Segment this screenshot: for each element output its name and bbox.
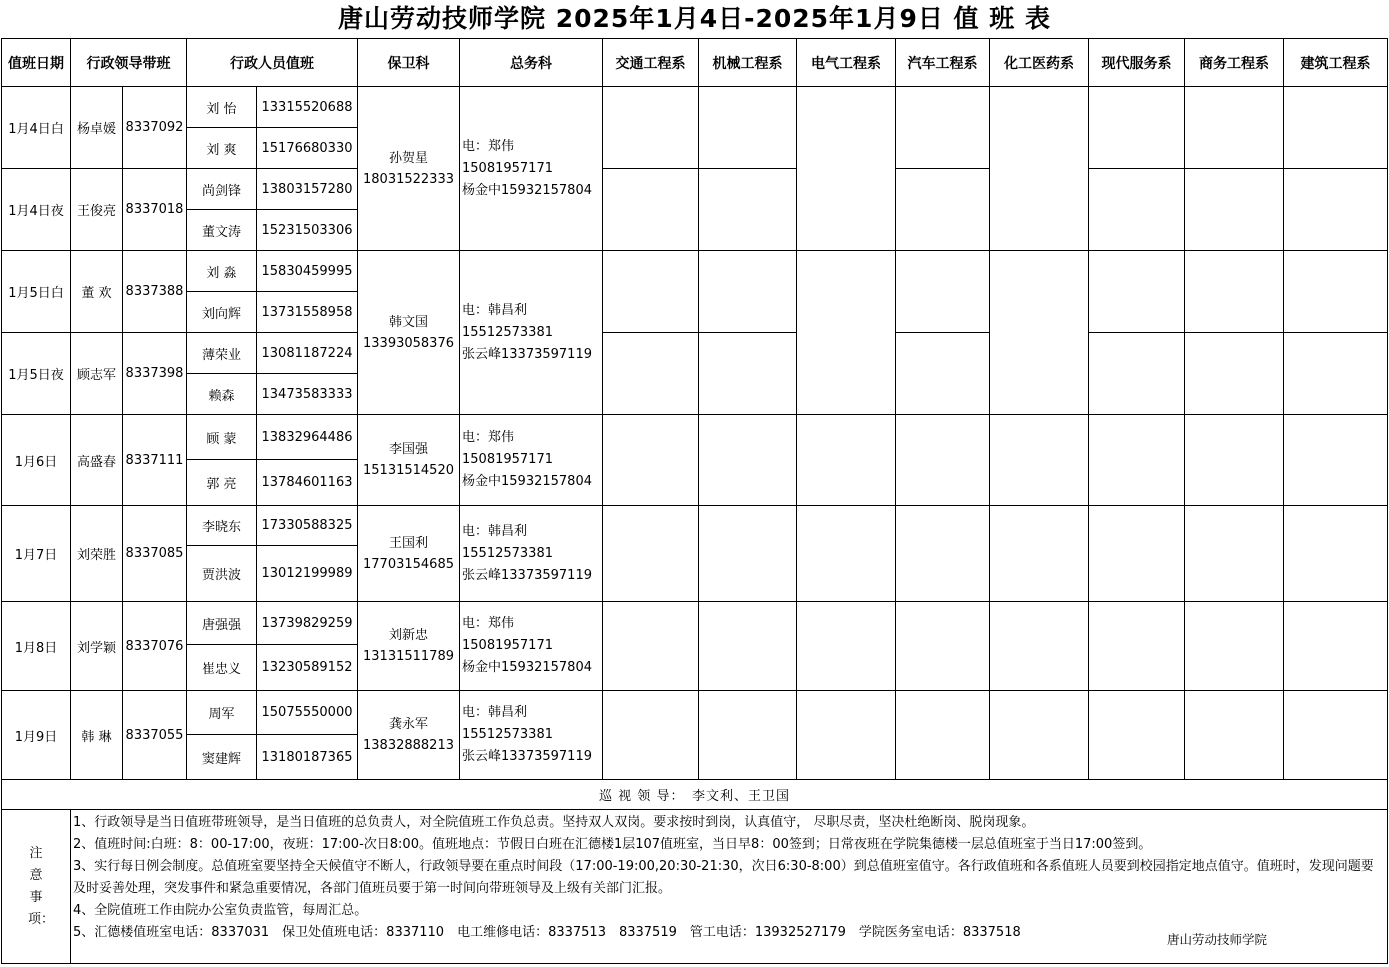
staff-tel: 15830459995 — [257, 251, 358, 292]
dept-cell — [1089, 87, 1185, 169]
general-line: 杨金中15932157804 — [462, 660, 592, 675]
security-name: 龚永军 — [388, 717, 428, 732]
dept-cell — [990, 415, 1089, 506]
header-dept: 机械工程系 — [699, 39, 797, 87]
dept-cell — [699, 691, 797, 780]
notes-label-text: 注意事项： — [28, 845, 55, 927]
dept-cell — [1284, 333, 1388, 415]
staff-name: 薄荣业 — [187, 333, 257, 374]
staff-name: 刘 怡 — [187, 87, 257, 128]
security-tel: 15131514520 — [363, 463, 454, 478]
note-item: 1、行政领导是当日值班带班领导，是当日值班的总负责人，对全院值班工作负总责。坚持双人双岗。要求按时到岗，认真值守， 尽职尽责，坚决杜绝断岗、脱岗现象。 — [73, 815, 1035, 830]
page-title: 唐山劳动技师学院 2025年1月4日-2025年1月9日 值 班 表 — [338, 4, 1051, 33]
leader-name: 董 欢 — [71, 251, 123, 333]
dept-cell — [1185, 169, 1284, 251]
staff-name: 赖森 — [187, 374, 257, 415]
note-item: 3、实行每日例会制度。总值班室要坚持全天候值守不断人，行政领导要在重点时间段（17:00-19:00,20:30-21:30，次日6:30-8:00）到总值班室值守。各行政值班和各系值班人员要到校园指定地点值守。值班时，发现问题要及时妥善处理，突发事件和紧急重要情况，各部门值班员要于第一时间向带班领导及上级有关部门汇报。 — [73, 859, 1374, 896]
shift-date: 1月7日 — [2, 506, 71, 602]
header-dept: 商务工程系 — [1185, 39, 1284, 87]
general-cell — [460, 506, 603, 602]
table-row — [2, 691, 1388, 735]
staff-name: 刘 爽 — [187, 128, 257, 169]
staff-name: 周军 — [187, 691, 257, 735]
leader-name: 刘荣胜 — [71, 506, 123, 602]
general-line: 张云峰13373597119 — [462, 749, 592, 764]
staff-tel: 13180187365 — [257, 735, 358, 780]
dept-cell — [1089, 169, 1185, 251]
duty-schedule-table — [1, 38, 1388, 964]
notes-content — [71, 810, 1388, 964]
dept-cell — [1284, 506, 1388, 602]
general-line: 电：韩昌利 — [462, 705, 528, 720]
shift-date: 1月4日夜 — [2, 169, 71, 251]
general-line: 15081957171 — [462, 452, 553, 467]
dept-cell — [896, 415, 990, 506]
staff-tel: 15075550000 — [257, 691, 358, 735]
general-line: 张云峰13373597119 — [462, 346, 592, 362]
dept-cell — [990, 691, 1089, 780]
dept-cell — [699, 602, 797, 691]
general-cell — [460, 87, 603, 251]
dept-cell — [797, 415, 896, 506]
general-line: 电：郑伟 — [462, 430, 515, 445]
header-staff: 行政人员值班 — [187, 39, 358, 87]
dept-cell — [896, 251, 990, 333]
security-tel: 13131511789 — [363, 649, 454, 664]
security-cell — [358, 691, 460, 780]
dept-cell — [1284, 251, 1388, 333]
leader-tel: 8337388 — [123, 251, 187, 333]
dept-cell — [603, 506, 699, 602]
staff-tel: 13473583333 — [257, 374, 358, 415]
table-row — [2, 415, 1388, 460]
dept-cell — [1284, 87, 1388, 169]
shift-date: 1月5日夜 — [2, 333, 71, 415]
dept-cell — [1185, 691, 1284, 780]
dept-cell — [896, 333, 990, 415]
staff-tel: 13081187224 — [257, 333, 358, 374]
dept-cell — [1185, 87, 1284, 169]
security-name: 李国强 — [388, 442, 428, 457]
dept-cell — [1089, 251, 1185, 333]
security-name: 王国利 — [388, 535, 428, 551]
leader-name: 韩 琳 — [71, 691, 123, 780]
dept-cell — [1089, 602, 1185, 691]
dept-cell — [896, 691, 990, 780]
dept-cell — [699, 506, 797, 602]
general-line: 电：郑伟 — [462, 616, 515, 631]
leader-tel: 8337076 — [123, 602, 187, 691]
dept-cell — [1284, 169, 1388, 251]
staff-tel: 13803157280 — [257, 169, 358, 210]
dept-cell — [1284, 602, 1388, 691]
security-name: 孙贺星 — [388, 150, 428, 166]
staff-name: 唐强强 — [187, 602, 257, 645]
patrol-row — [2, 780, 1388, 810]
dept-cell — [797, 691, 896, 780]
staff-tel: 13012199989 — [257, 546, 358, 602]
staff-tel: 13731558958 — [257, 292, 358, 333]
staff-name: 郭 亮 — [187, 460, 257, 506]
leader-name: 高盛春 — [71, 415, 123, 506]
note-item: 2、值班时间:白班：8：00-17:00，夜班：17:00-次日8:00。值班地点：节假日白班在汇德楼1层107值班室，当日早8：00签到；日常夜班在学院集德楼一层总值班室于当日17:00签到。 — [73, 837, 1152, 852]
security-name: 韩文国 — [388, 314, 428, 330]
staff-tel: 13739829259 — [257, 602, 358, 645]
general-line: 电：韩昌利 — [462, 302, 528, 318]
table-row — [2, 602, 1388, 645]
leader-name: 王俊亮 — [71, 169, 123, 251]
dept-cell — [1185, 602, 1284, 691]
staff-tel: 17330588325 — [257, 506, 358, 546]
security-tel: 13832888213 — [363, 738, 454, 753]
header-dept: 交通工程系 — [603, 39, 699, 87]
leader-name: 顾志军 — [71, 333, 123, 415]
header-security: 保卫科 — [358, 39, 460, 87]
dept-cell — [1284, 691, 1388, 780]
security-cell — [358, 602, 460, 691]
dept-cell — [603, 169, 699, 251]
dept-cell — [1185, 506, 1284, 602]
dept-cell — [699, 87, 797, 169]
dept-cell — [699, 251, 797, 333]
shift-date: 1月4日白 — [2, 87, 71, 169]
general-line: 电：韩昌利 — [462, 523, 528, 539]
general-line: 15512573381 — [462, 324, 553, 340]
dept-cell — [896, 169, 990, 251]
dept-cell — [990, 506, 1089, 602]
staff-name: 贾洪波 — [187, 546, 257, 602]
dept-cell — [990, 87, 1089, 251]
dept-cell — [1089, 506, 1185, 602]
shift-date: 1月8日 — [2, 602, 71, 691]
leader-name: 刘学颖 — [71, 602, 123, 691]
dept-cell — [797, 506, 896, 602]
header-dept: 汽车工程系 — [896, 39, 990, 87]
security-cell — [358, 506, 460, 602]
dept-cell — [603, 602, 699, 691]
note-item: 4、全院值班工作由院办公室负责监管，每周汇总。 — [73, 903, 368, 918]
leader-tel: 8337085 — [123, 506, 187, 602]
staff-tel: 13230589152 — [257, 645, 358, 691]
staff-name: 尚剑锋 — [187, 169, 257, 210]
security-tel: 17703154685 — [363, 556, 454, 572]
table-row — [2, 87, 1388, 128]
leader-tel: 8337055 — [123, 691, 187, 780]
dept-cell — [896, 87, 990, 169]
staff-name: 刘 淼 — [187, 251, 257, 292]
school-name: 唐山劳动技师学院 — [1166, 932, 1267, 947]
dept-cell — [699, 415, 797, 506]
patrol-leaders: 巡 视 领 导： 李文利、王卫国 — [2, 780, 1388, 810]
security-cell — [358, 87, 460, 251]
dept-cell — [603, 691, 699, 780]
staff-tel: 13784601163 — [257, 460, 358, 506]
dept-cell — [990, 602, 1089, 691]
dept-cell — [990, 251, 1089, 415]
general-cell — [460, 251, 603, 415]
staff-name: 窦建辉 — [187, 735, 257, 780]
general-line: 15512573381 — [462, 727, 553, 742]
dept-cell — [603, 415, 699, 506]
header-dept: 电气工程系 — [797, 39, 896, 87]
general-line: 杨金中15932157804 — [462, 182, 592, 198]
header-general: 总务科 — [460, 39, 603, 87]
header-dept: 建筑工程系 — [1284, 39, 1388, 87]
leader-tel: 8337111 — [123, 415, 187, 506]
leader-name: 杨卓媛 — [71, 87, 123, 169]
table-row — [2, 506, 1388, 546]
leader-tel: 8337398 — [123, 333, 187, 415]
leader-tel: 8337018 — [123, 169, 187, 251]
security-cell — [358, 415, 460, 506]
general-line: 15081957171 — [462, 160, 553, 176]
dept-cell — [1089, 415, 1185, 506]
shift-date: 1月6日 — [2, 415, 71, 506]
shift-date: 1月9日 — [2, 691, 71, 780]
general-cell — [460, 415, 603, 506]
general-line: 杨金中15932157804 — [462, 474, 592, 489]
staff-tel: 13315520688 — [257, 87, 358, 128]
staff-name: 刘向辉 — [187, 292, 257, 333]
dept-cell — [1284, 415, 1388, 506]
general-line: 张云峰13373597119 — [462, 567, 592, 583]
staff-name: 顾 蒙 — [187, 415, 257, 460]
header-dept: 化工医药系 — [990, 39, 1089, 87]
header-date: 值班日期 — [2, 39, 71, 87]
dept-cell — [797, 87, 896, 251]
dept-cell — [1185, 415, 1284, 506]
dept-cell — [1185, 251, 1284, 333]
header-row — [2, 39, 1388, 87]
header-leader: 行政领导带班 — [71, 39, 187, 87]
staff-tel: 15231503306 — [257, 210, 358, 251]
general-line: 电：郑伟 — [462, 138, 515, 154]
general-cell — [460, 602, 603, 691]
general-line: 15081957171 — [462, 638, 553, 653]
security-name: 刘新忠 — [388, 628, 428, 643]
dept-cell — [896, 506, 990, 602]
staff-name: 崔忠义 — [187, 645, 257, 691]
general-line: 15512573381 — [462, 545, 553, 561]
dept-cell — [603, 87, 699, 169]
dept-cell — [699, 333, 797, 415]
notes-row — [2, 810, 1388, 964]
security-tel: 18031522333 — [363, 171, 454, 187]
shift-date: 1月5日白 — [2, 251, 71, 333]
staff-name: 李晓东 — [187, 506, 257, 546]
header-dept: 现代服务系 — [1089, 39, 1185, 87]
table-row — [2, 333, 1388, 374]
dept-cell — [699, 169, 797, 251]
dept-cell — [603, 333, 699, 415]
general-cell — [460, 691, 603, 780]
staff-name: 董文涛 — [187, 210, 257, 251]
dept-cell — [1089, 333, 1185, 415]
staff-tel: 13832964486 — [257, 415, 358, 460]
dept-cell — [603, 251, 699, 333]
dept-cell — [797, 602, 896, 691]
security-cell — [358, 251, 460, 415]
table-row — [2, 169, 1388, 210]
staff-tel: 15176680330 — [257, 128, 358, 169]
leader-tel: 8337092 — [123, 87, 187, 169]
note-item: 5、汇德楼值班室电话：8337031 保卫处值班电话：8337110 电工维修电话：8337513 8337519 管工电话：13932527179 学院医务室电话：8337518 — [73, 925, 1021, 940]
dept-cell — [1185, 333, 1284, 415]
dept-cell — [1089, 691, 1185, 780]
notes-label — [2, 810, 71, 964]
dept-cell — [797, 251, 896, 415]
dept-cell — [896, 602, 990, 691]
security-tel: 13393058376 — [363, 335, 454, 351]
table-row — [2, 251, 1388, 292]
